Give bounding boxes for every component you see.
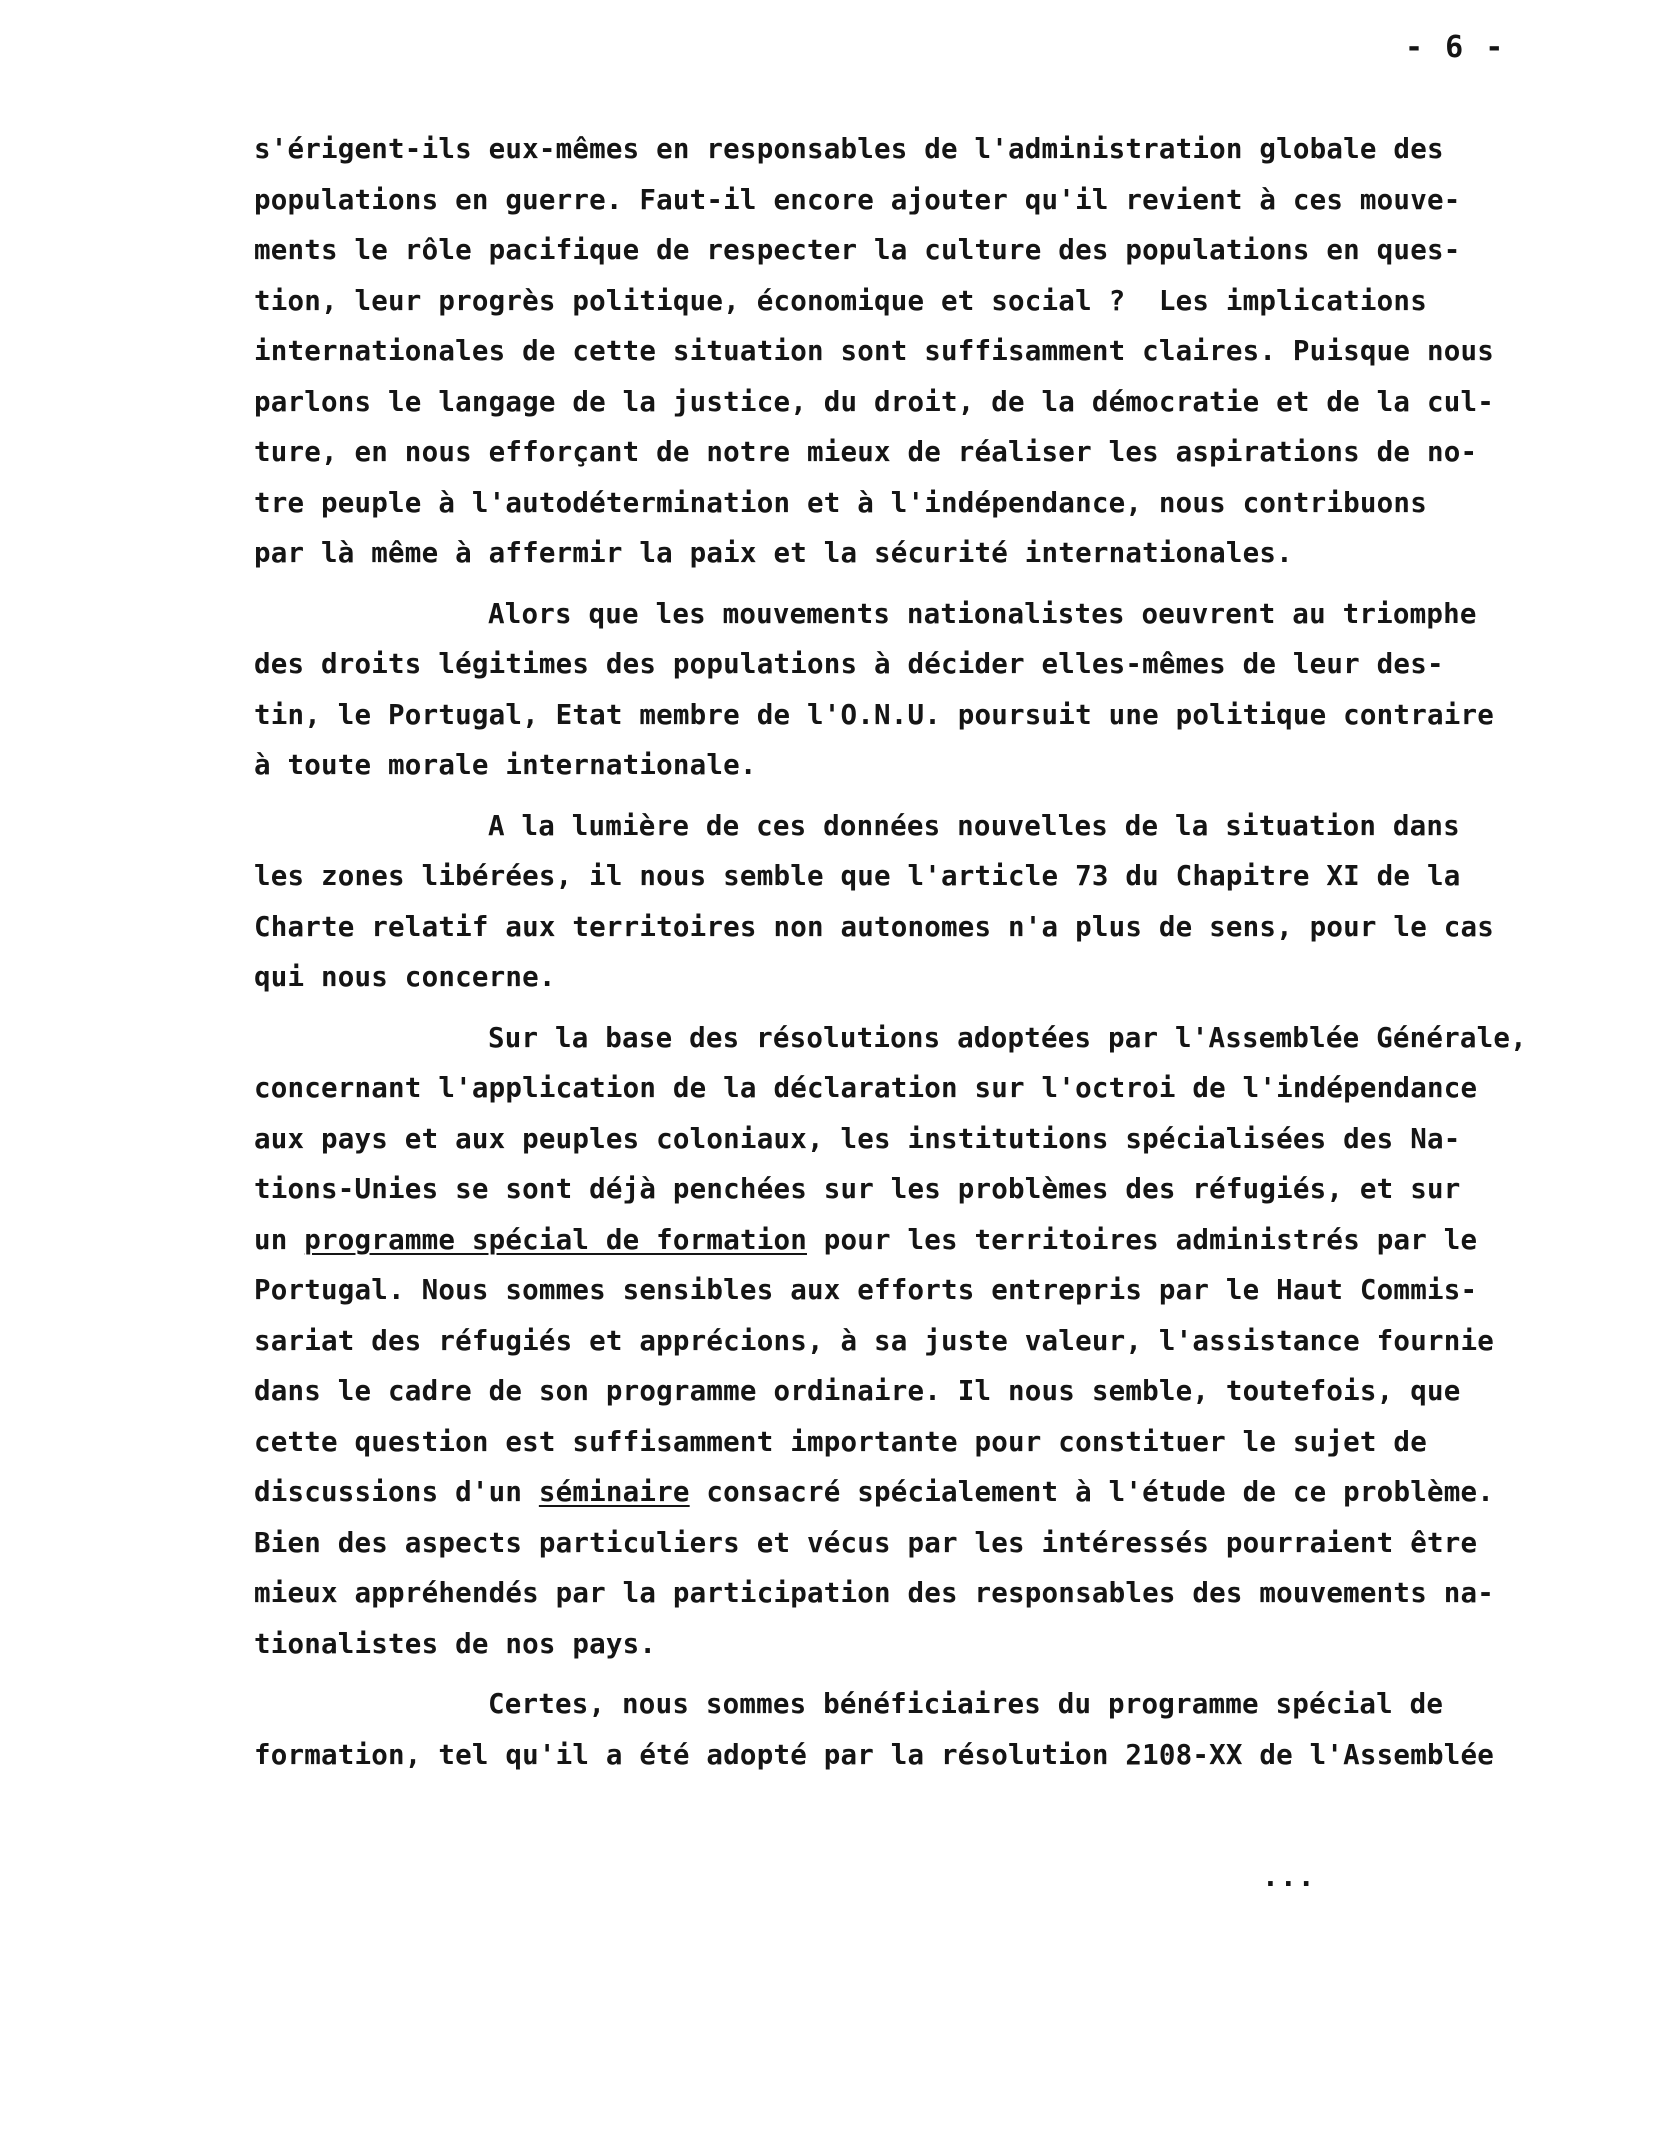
text-segment: discussions d'un — [254, 1476, 539, 1508]
text-line: dans le cadre de son programme ordinaire. Il nous semble, toutefois, que — [254, 1375, 1461, 1407]
continuation-marker: ... — [1262, 1860, 1316, 1893]
text-line: tin, le Portugal, Etat membre de l'O.N.U. poursuit une politique contraire — [254, 698, 1494, 731]
text-line: cette question est suffisamment importante pour constituer le sujet de — [254, 1425, 1427, 1458]
paragraph-2 — [254, 589, 1594, 791]
text-line: Charte relatif aux territoires non autonomes n'a plus de sens, pour le cas — [254, 910, 1494, 943]
text-line: parlons le langage de la justice, du droit, de la démocratie et de la cul- — [254, 385, 1494, 418]
text-line: qui nous concerne. — [254, 961, 556, 993]
text-line-indented: Alors que les mouvements nationalistes oeuvrent au triomphe — [488, 597, 1477, 630]
text-line: ments le rôle pacifique de respecter la culture des populations en ques- — [254, 234, 1461, 266]
text-line: tions-Unies se sont déjà penchées sur les problèmes des réfugiés, et sur — [254, 1173, 1461, 1205]
text-segment: un — [254, 1223, 305, 1256]
text-line: les zones libérées, il nous semble que l'article 73 du Chapitre XI de la — [254, 860, 1461, 892]
paragraph-3 — [254, 801, 1594, 1003]
paragraph-1 — [254, 124, 1594, 579]
text-line: s'érigent-ils eux-mêmes en responsables de l'administration globale des — [254, 133, 1444, 165]
paragraph-4 — [254, 1013, 1594, 1670]
text-line: ture, en nous efforçant de notre mieux de réaliser les aspirations de no- — [254, 436, 1478, 468]
text-line: tion, leur progrès politique, économique et social ? Les implications — [254, 284, 1427, 317]
text-line: sariat des réfugiés et apprécions, à sa juste valeur, l'assistance fournie — [254, 1324, 1494, 1357]
text-line-with-underline — [254, 1467, 1594, 1518]
text-line: concernant l'application de la déclaration sur l'octroi de l'indépendance — [254, 1072, 1478, 1104]
body-text — [254, 124, 1594, 1790]
text-line: populations en guerre. Faut-il encore ajouter qu'il revient à ces mouve- — [254, 183, 1461, 216]
text-line-indented: Sur la base des résolutions adoptées par l'Assemblée Générale, — [488, 1021, 1527, 1054]
text-line: formation, tel qu'il a été adopté par la résolution 2108-XX de l'Assemblée — [254, 1738, 1494, 1771]
text-line: aux pays et aux peuples coloniaux, les institutions spécialisées des Na- — [254, 1122, 1461, 1155]
text-line: Portugal. Nous sommes sensibles aux efforts entrepris par le Haut Commis- — [254, 1274, 1478, 1306]
text-line: tre peuple à l'autodétermination et à l'indépendance, nous contribuons — [254, 486, 1427, 519]
text-line: par là même à affermir la paix et la sécurité internationales. — [254, 537, 1293, 569]
text-line-indented: A la lumière de ces données nouvelles de la situation dans — [488, 809, 1460, 842]
text-line: Bien des aspects particuliers et vécus par les intéressés pourraient être — [254, 1526, 1478, 1559]
text-line: des droits légitimes des populations à décider elles-mêmes de leur des- — [254, 648, 1444, 680]
page-number: - 6 - — [1405, 30, 1506, 65]
text-line: mieux appréhendés par la participation des responsables des mouvements na- — [254, 1577, 1494, 1609]
text-segment: pour les territoires administrés par le — [806, 1223, 1478, 1256]
text-segment: consacré spécialement à l'étude de ce problème. — [689, 1476, 1494, 1508]
text-line: tionalistes de nos pays. — [254, 1627, 657, 1660]
underlined-phrase: programme spécial de formation — [304, 1223, 807, 1256]
underlined-word: séminaire — [538, 1476, 690, 1508]
text-line-with-underline — [254, 1215, 1594, 1266]
text-line: à toute morale internationale. — [254, 749, 757, 781]
text-line: internationales de cette situation sont suffisamment claires. Puisque nous — [254, 335, 1494, 367]
paragraph-5 — [254, 1679, 1594, 1780]
text-line-indented: Certes, nous sommes bénéficiaires du programme spécial de — [488, 1688, 1444, 1720]
